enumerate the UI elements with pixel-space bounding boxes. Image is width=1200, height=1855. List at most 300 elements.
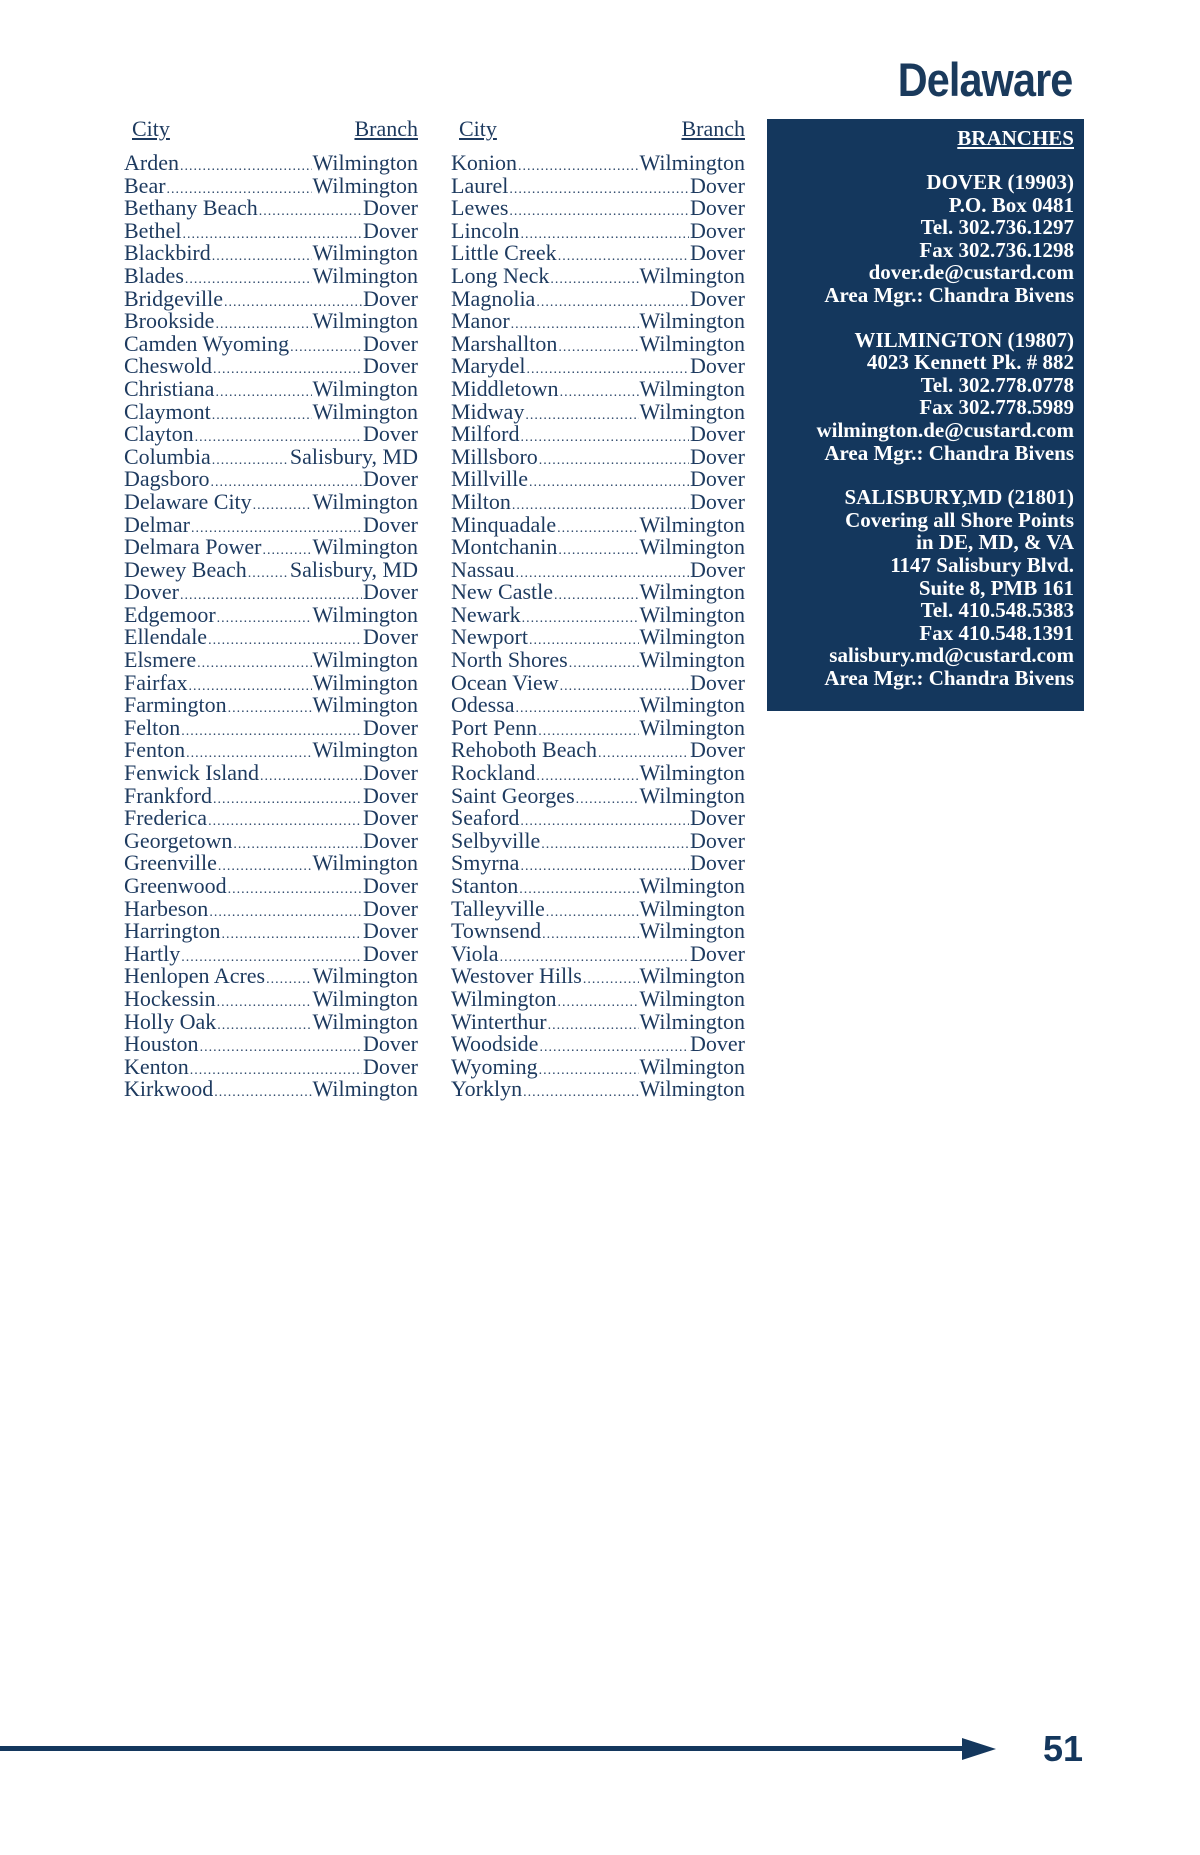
- branch-name: Wilmington: [639, 601, 745, 627]
- city-branch-column-right: [451, 116, 745, 1101]
- list-item: [451, 739, 745, 762]
- list-item: [451, 694, 745, 717]
- branch-name: Wilmington: [312, 963, 418, 989]
- list-item: [451, 1033, 745, 1056]
- city-name: Camden Wyoming: [124, 330, 290, 356]
- city-name: Marshallton: [451, 330, 558, 356]
- list-item: [451, 197, 745, 220]
- dot-leader: [197, 653, 311, 676]
- branch-contact-line: wilmington.de@custard.com: [816, 417, 1074, 442]
- dot-leader: [520, 427, 689, 450]
- list-item: [451, 895, 745, 921]
- branch-name: Dover: [690, 285, 745, 311]
- list-item: [451, 217, 745, 243]
- list-item: [124, 536, 418, 559]
- branch-name: Dover: [363, 940, 418, 966]
- city-name: Bridgeville: [124, 285, 223, 311]
- list-item: [124, 965, 418, 988]
- branch-name: Wilmington: [312, 985, 418, 1011]
- branch-name: Salisbury, MD: [289, 443, 418, 469]
- dot-leader: [522, 608, 639, 631]
- list-item: [124, 355, 418, 378]
- list-item: [124, 694, 418, 717]
- list-item: [124, 375, 418, 401]
- branch-contact-line: Area Mgr.: Chandra Bivens: [824, 282, 1074, 307]
- dot-leader: [576, 789, 639, 812]
- city-name: Henlopen Acres: [124, 963, 266, 989]
- branch-contact-line: dover.de@custard.com: [868, 260, 1074, 285]
- branch-name: Wilmington: [639, 760, 745, 786]
- city-name: Kenton: [124, 1053, 189, 1079]
- list-item: [124, 423, 418, 446]
- city-name: Woodside: [451, 1031, 539, 1057]
- list-item: [124, 172, 418, 198]
- city-name: Harrington: [124, 918, 221, 944]
- list-item: [124, 782, 418, 808]
- city-name: Frederica: [124, 805, 208, 831]
- city-name: Westover Hills: [451, 963, 582, 989]
- city-list-left: [124, 152, 418, 1101]
- branch-name: Dover: [690, 353, 745, 379]
- branch-contact-line: salisbury.md@custard.com: [829, 643, 1074, 668]
- list-item: [124, 217, 418, 243]
- city-name: Greenwood: [124, 873, 227, 898]
- list-item: [451, 920, 745, 943]
- list-item: [124, 739, 418, 762]
- dot-leader: [212, 246, 312, 269]
- list-item: [124, 468, 418, 491]
- list-item: [451, 852, 745, 875]
- branch-name: Wilmington: [639, 647, 745, 673]
- branch-name: Dover: [363, 895, 418, 921]
- dot-leader: [253, 495, 312, 518]
- city-name: Newport: [451, 624, 528, 650]
- branch-name: Wilmington: [639, 511, 745, 537]
- list-item: [451, 985, 745, 1011]
- dot-leader: [558, 540, 638, 563]
- city-name: Middletown: [451, 375, 559, 401]
- branch-name: Wilmington: [639, 534, 745, 560]
- city-name: Millsboro: [451, 443, 538, 469]
- city-name: Wilmington: [451, 985, 557, 1011]
- list-item: [451, 807, 745, 830]
- list-item: [124, 940, 418, 966]
- list-item: [451, 827, 745, 853]
- branch-contact-line: 4023 Kennett Pk. # 882: [866, 350, 1074, 375]
- branch-name: Dover: [363, 330, 418, 356]
- city-name: Rockland: [451, 760, 536, 786]
- list-item: [124, 581, 418, 604]
- branch-name: Wilmington: [639, 375, 745, 401]
- branch-name: Wilmington: [639, 1008, 745, 1034]
- city-name: Delaware City: [124, 488, 252, 514]
- list-item: [124, 1008, 418, 1034]
- city-name: Nassau: [451, 556, 515, 582]
- list-item: [451, 468, 745, 491]
- dot-leader: [259, 201, 362, 224]
- city-header: City: [132, 116, 170, 141]
- branch-name: Dover: [690, 195, 745, 221]
- branch-contact-block: [767, 486, 1074, 689]
- dot-leader: [228, 879, 362, 902]
- city-name: Saint Georges: [451, 782, 575, 808]
- page-number: 51: [1043, 1728, 1084, 1769]
- list-item: [124, 985, 418, 1011]
- branch-contact-block: [767, 329, 1074, 465]
- city-name: Konion: [451, 150, 517, 175]
- branch-contact-line: Covering all Shore Points: [845, 507, 1074, 532]
- branch-name: Dover: [363, 1031, 418, 1057]
- branch-name: Wilmington: [312, 692, 418, 718]
- branch-name: Wilmington: [639, 873, 745, 898]
- city-name: Minquadale: [451, 511, 557, 537]
- dot-leader: [518, 156, 639, 179]
- branch-name: Wilmington: [312, 240, 418, 266]
- branch-name: Wilmington: [639, 918, 745, 944]
- list-item: [451, 1053, 745, 1079]
- city-name: Lewes: [451, 195, 509, 221]
- dot-leader: [541, 834, 689, 857]
- city-name: Port Penn: [451, 714, 538, 740]
- dot-leader: [222, 924, 362, 947]
- list-item: [451, 1008, 745, 1034]
- list-item: [451, 375, 745, 401]
- list-item: [124, 511, 418, 537]
- branch-name: Wilmington: [639, 782, 745, 808]
- city-name: Greenville: [124, 850, 217, 876]
- list-item: [451, 488, 745, 514]
- city-name: Hockessin: [124, 985, 216, 1011]
- dot-leader: [569, 653, 639, 676]
- city-name: Montchanin: [451, 534, 558, 560]
- list-item: [124, 310, 418, 333]
- city-name: Felton: [124, 714, 181, 740]
- city-name: Delmar: [124, 511, 190, 537]
- branch-contact-line: Suite 8, PMB 161: [918, 575, 1074, 600]
- city-name: Winterthur: [451, 1008, 547, 1034]
- branch-name: Dover: [690, 805, 745, 831]
- branch-name: Wilmington: [312, 534, 418, 560]
- list-item: [124, 626, 418, 649]
- city-name: Farmington: [124, 692, 227, 718]
- city-name: Smyrna: [451, 850, 520, 876]
- branch-name: Dover: [690, 466, 745, 492]
- city-name: Fenwick Island: [124, 760, 260, 786]
- list-item: [451, 152, 745, 175]
- branch-name: Dover: [363, 805, 418, 831]
- city-name: Delmara Power: [124, 534, 262, 560]
- list-item: [124, 1033, 418, 1056]
- column-header: [124, 116, 418, 146]
- branch-name: Wilmington: [312, 850, 418, 876]
- dot-leader: [248, 563, 289, 586]
- city-name: Manor: [451, 308, 510, 334]
- city-name: Viola: [451, 940, 499, 966]
- branch-name: Wilmington: [639, 308, 745, 334]
- list-item: [451, 355, 745, 378]
- city-name: Holly Oak: [124, 1008, 217, 1034]
- city-name: Harbeson: [124, 895, 209, 921]
- branch-name: Wilmington: [639, 714, 745, 740]
- list-item: [451, 443, 745, 469]
- dot-leader: [217, 1015, 311, 1038]
- branch-name: Wilmington: [639, 963, 745, 989]
- branch-contact-line: DOVER (19903): [926, 170, 1074, 194]
- city-name: Cheswold: [124, 353, 212, 379]
- branch-name: Dover: [363, 624, 418, 650]
- city-name: Townsend: [451, 918, 542, 944]
- list-item: [124, 875, 418, 898]
- branch-header: Branch: [354, 116, 418, 141]
- dot-leader: [290, 337, 362, 360]
- list-item: [124, 262, 418, 288]
- city-name: Marydel: [451, 353, 526, 379]
- city-name: Georgetown: [124, 827, 233, 853]
- list-item: [451, 762, 745, 785]
- branch-name: Wilmington: [639, 985, 745, 1011]
- branch-name: Dover: [363, 579, 418, 605]
- dot-leader: [217, 992, 312, 1015]
- branch-name: Wilmington: [639, 1076, 745, 1102]
- branch-name: Wilmington: [639, 895, 745, 921]
- dot-leader: [560, 382, 639, 405]
- dot-leader: [214, 1082, 311, 1105]
- list-item: [451, 940, 745, 966]
- list-item: [124, 1078, 418, 1101]
- branch-header: Branch: [681, 116, 745, 141]
- dot-leader: [218, 856, 312, 879]
- list-item: [124, 285, 418, 311]
- list-item: [124, 152, 418, 175]
- branch-contact-list: [767, 171, 1074, 689]
- branch-name: Wilmington: [639, 1053, 745, 1079]
- list-item: [451, 242, 745, 265]
- branch-name: Dover: [363, 195, 418, 221]
- branch-name: Wilmington: [312, 601, 418, 627]
- state-title: Delaware: [897, 53, 1072, 106]
- branch-contact-line: SALISBURY,MD (21801): [844, 485, 1074, 510]
- branch-name: Wilmington: [639, 398, 745, 424]
- city-name: Milford: [451, 421, 520, 447]
- branch-name: Dover: [363, 760, 418, 786]
- list-item: [124, 920, 418, 943]
- city-name: Laurel: [451, 172, 509, 198]
- branch-name: Wilmington: [312, 1008, 418, 1034]
- branch-contact-line: Tel. 302.736.1297: [920, 215, 1074, 240]
- city-name: Claymont: [124, 398, 211, 424]
- city-list-right: [451, 152, 745, 1101]
- city-name: Clayton: [124, 421, 194, 447]
- column-header: [451, 116, 745, 146]
- branch-contact-line: Tel. 410.548.5383: [920, 598, 1074, 623]
- branch-contact-line: in DE, MD, & VA: [916, 530, 1074, 555]
- dot-leader: [583, 969, 639, 992]
- branch-name: Wilmington: [639, 692, 745, 718]
- branch-name: Dover: [690, 240, 745, 266]
- list-item: [124, 827, 418, 853]
- list-item: [124, 807, 418, 830]
- city-name: Fairfax: [124, 669, 188, 695]
- dot-leader: [520, 811, 689, 834]
- city-name: Edgemoor: [124, 601, 216, 627]
- branches-box: [767, 119, 1084, 711]
- branch-name: Dover: [690, 421, 745, 447]
- branch-contact-line: WILMINGTON (19807): [854, 327, 1074, 352]
- branch-name: Dover: [363, 918, 418, 944]
- dot-leader: [554, 585, 639, 608]
- branch-name: Wilmington: [312, 172, 418, 198]
- city-name: Frankford: [124, 782, 212, 808]
- list-item: [124, 398, 418, 424]
- branch-contact-line: Fax 302.778.5989: [919, 395, 1074, 420]
- dot-leader: [180, 156, 312, 179]
- city-name: Odessa: [451, 692, 515, 718]
- city-name: Rehoboth Beach: [451, 737, 598, 763]
- branch-name: Dover: [690, 669, 745, 695]
- list-item: [451, 626, 745, 649]
- list-item: [124, 242, 418, 265]
- city-name: Ellendale: [124, 624, 208, 650]
- list-item: [124, 556, 418, 582]
- branch-name: Dover: [363, 873, 418, 898]
- list-item: [451, 172, 745, 198]
- list-item: [451, 875, 745, 898]
- city-name: Houston: [124, 1031, 199, 1057]
- branch-contact-line: Area Mgr.: Chandra Bivens: [824, 665, 1074, 690]
- branch-name: Wilmington: [312, 398, 418, 424]
- dot-leader: [212, 450, 289, 473]
- dot-leader: [228, 698, 312, 721]
- branch-name: Dover: [690, 488, 745, 514]
- branch-name: Dover: [363, 782, 418, 808]
- city-name: Columbia: [124, 443, 211, 469]
- list-item: [451, 581, 745, 604]
- branch-name: Dover: [363, 421, 418, 447]
- branch-name: Dover: [690, 556, 745, 582]
- branch-name: Dover: [363, 714, 418, 740]
- branch-name: Wilmington: [312, 488, 418, 514]
- city-name: Dover: [124, 579, 179, 605]
- list-item: [124, 443, 418, 469]
- list-item: [124, 197, 418, 220]
- branch-contact-block: [767, 171, 1074, 307]
- dot-leader: [529, 472, 689, 495]
- dot-leader: [558, 337, 638, 360]
- city-name: Millville: [451, 466, 528, 492]
- list-item: [451, 556, 745, 582]
- branch-name: Wilmington: [639, 330, 745, 356]
- city-name: Long Neck: [451, 262, 550, 288]
- dot-leader: [509, 179, 689, 202]
- city-name: Selbyville: [451, 827, 541, 853]
- city-name: Dewey Beach: [124, 556, 247, 582]
- arrow-right-icon: [962, 1738, 996, 1760]
- city-name: Blackbird: [124, 240, 211, 266]
- branch-name: Dover: [363, 466, 418, 492]
- list-item: [451, 511, 745, 537]
- list-item: [451, 330, 745, 356]
- city-name: Milton: [451, 488, 511, 514]
- branch-name: Dover: [690, 217, 745, 243]
- dot-leader: [539, 450, 689, 473]
- dot-leader: [212, 405, 312, 428]
- dot-leader: [215, 382, 311, 405]
- dot-leader: [209, 902, 362, 925]
- list-item: [124, 330, 418, 356]
- city-name: Newark: [451, 601, 521, 627]
- footer-rule: [0, 1746, 968, 1751]
- dot-leader: [539, 1060, 639, 1083]
- branch-name: Wilmington: [312, 375, 418, 401]
- dot-leader: [542, 924, 638, 947]
- list-item: [124, 714, 418, 740]
- dot-leader: [523, 1082, 638, 1105]
- branch-name: Salisbury, MD: [289, 556, 418, 582]
- branch-contact-line: P.O. Box 0481: [948, 192, 1074, 217]
- branch-contact-line: Area Mgr.: Chandra Bivens: [824, 440, 1074, 465]
- city-name: Bear: [124, 172, 166, 198]
- dot-leader: [200, 1037, 362, 1060]
- list-item: [451, 423, 745, 446]
- branch-name: Dover: [690, 172, 745, 198]
- city-name: Blades: [124, 262, 184, 288]
- dot-leader: [509, 201, 689, 224]
- branch-contact-line: 1147 Salisbury Blvd.: [890, 552, 1074, 577]
- branches-title: BRANCHES: [957, 126, 1074, 150]
- dot-leader: [548, 1015, 639, 1038]
- list-item: [451, 310, 745, 333]
- city-name: Lincoln: [451, 217, 520, 243]
- branch-name: Wilmington: [312, 669, 418, 695]
- branch-name: Wilmington: [312, 647, 418, 673]
- city-name: North Shores: [451, 647, 568, 673]
- city-name: Yorklyn: [451, 1076, 523, 1102]
- branch-contact-line: Fax 410.548.1391: [919, 620, 1074, 645]
- branch-name: Wilmington: [312, 150, 418, 175]
- branch-name: Wilmington: [312, 308, 418, 334]
- city-name: Midway: [451, 398, 525, 424]
- branch-name: Dover: [690, 1031, 745, 1057]
- city-name: Stanton: [451, 873, 519, 898]
- dot-leader: [550, 269, 638, 292]
- city-name: Bethany Beach: [124, 195, 258, 221]
- city-name: Elsmere: [124, 647, 197, 673]
- branch-name: Dover: [363, 827, 418, 853]
- list-item: [451, 262, 745, 288]
- branch-name: Dover: [690, 443, 745, 469]
- branch-name: Wilmington: [312, 262, 418, 288]
- city-name: Hartly: [124, 940, 181, 966]
- list-item: [124, 762, 418, 785]
- list-item: [124, 649, 418, 672]
- branch-name: Dover: [363, 217, 418, 243]
- city-name: Wyoming: [451, 1053, 538, 1079]
- dot-leader: [217, 608, 312, 631]
- city-name: Bethel: [124, 217, 182, 243]
- list-item: [451, 1078, 745, 1101]
- city-name: Brookside: [124, 308, 215, 334]
- list-item: [451, 782, 745, 808]
- branch-name: Wilmington: [312, 1076, 418, 1102]
- dot-leader: [525, 405, 638, 428]
- branch-name: Dover: [363, 511, 418, 537]
- branch-name: Dover: [363, 353, 418, 379]
- branch-name: Dover: [363, 1053, 418, 1079]
- list-item: [124, 1053, 418, 1079]
- branch-name: Dover: [690, 850, 745, 876]
- list-item: [451, 285, 745, 311]
- branch-contact-line: Tel. 302.778.0778: [920, 372, 1074, 397]
